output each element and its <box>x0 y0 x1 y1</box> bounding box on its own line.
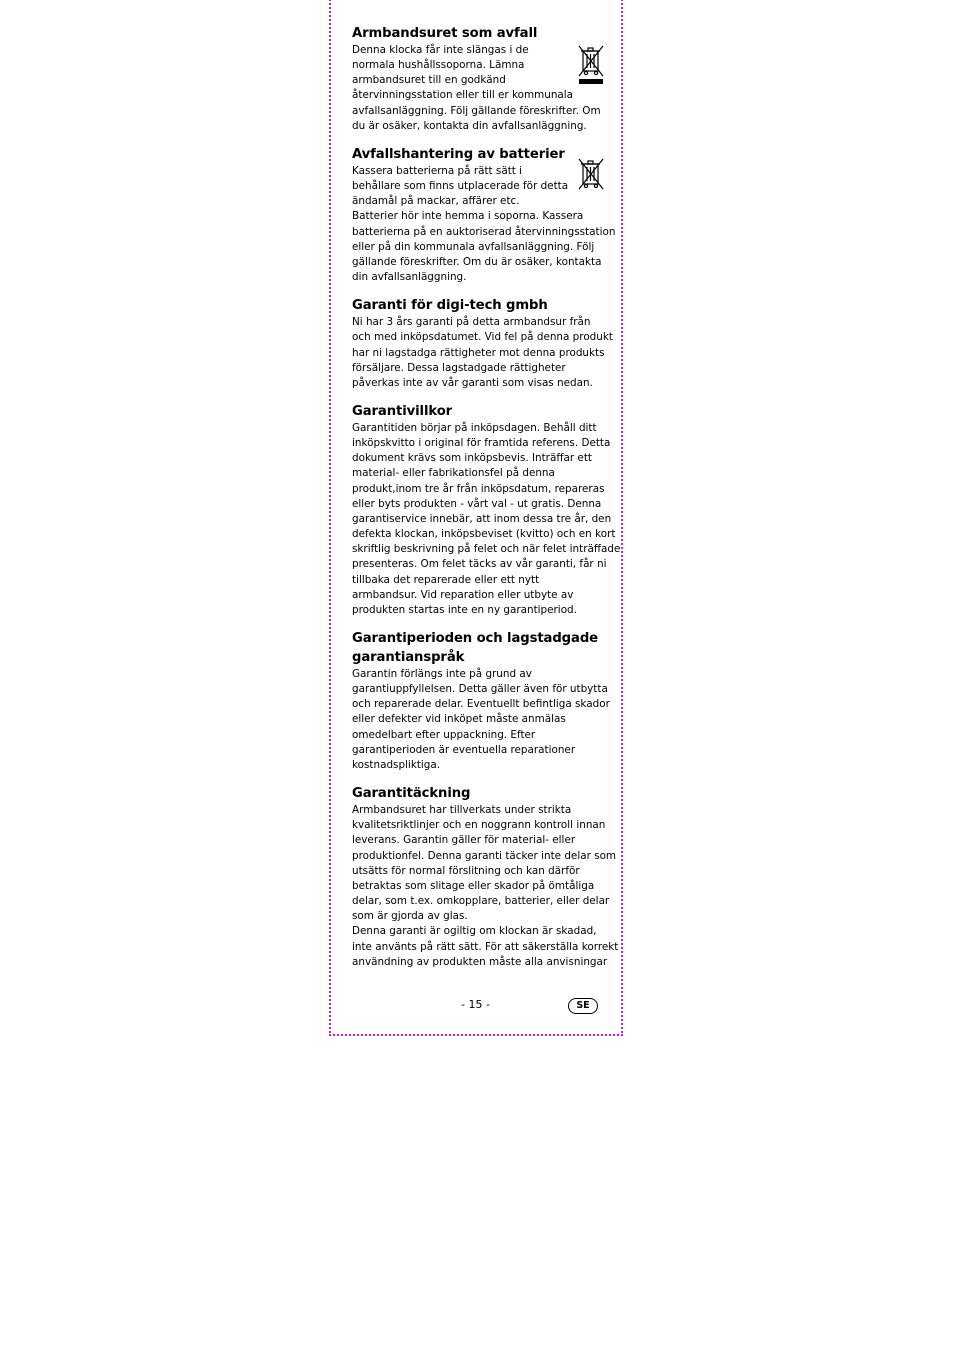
section-guarantee <box>352 296 613 391</box>
crossed-bin-icon <box>576 156 606 190</box>
section-warranty-coverage <box>352 784 619 970</box>
page-number: - 15 - <box>461 998 490 1011</box>
section-body: Denna klocka får inte slängas i de normala hushållssoporna. Lämna armbandsuret till en godkänd återvinningsstation eller till er kommunala avfallsanläggning. Följ gällande föreskrifter. Om du är osäker, kontakta din avfallsanläggning. <box>352 44 601 132</box>
section-body: Ni har 3 års garanti på detta armbandsur från och med inköpsdatumet. Vid fel på denna produkt har ni lagstadga rättigheter mot denna produkts försäljare. Dessa lagstadgade rättigheter påverkas inte av vår garanti som visas nedan. <box>352 316 613 389</box>
section-body: Garantin förlängs inte på grund av garantiuppfyllelsen. Detta gäller även för utbytta och reparerade delar. Eventuellt befintliga skador eller defekter vid inköpet måste anmälas omedelbart efter uppackning. Efter garantiperioden är eventuella reparationer kostnadspliktiga. <box>352 668 610 771</box>
section-heading: Avfallshantering av batterier <box>352 146 565 162</box>
section-warranty-period <box>352 629 610 773</box>
section-heading: Garantivillkor <box>352 403 453 419</box>
document-content <box>352 24 621 981</box>
page-footer <box>352 996 600 1016</box>
section-heading: Garantiperioden och lagstadgade garantianspråk <box>352 631 599 665</box>
section-waste-watch <box>352 24 604 134</box>
section-body: Kassera batterierna på rätt sätt i behållare som finns utplacerade för detta ändamål på mackar, affärer etc. Batterier hör inte hemma i soporna. Kassera batterierna på en auktoriserad återvinningsstation eller på din kommunala avfallsanläggning. Följ gällande föreskrifter. Om du är osäker, kontakta din avfallsanläggning. <box>352 164 616 284</box>
section-heading: Armbandsuret som avfall <box>352 26 538 41</box>
section-warranty-terms <box>352 402 621 618</box>
section-battery-disposal <box>352 145 616 285</box>
language-badge: SE <box>568 998 598 1014</box>
section-heading: Garanti för digi-tech gmbh <box>352 298 548 314</box>
section-body: Armbandsuret har tillverkats under strikta kvalitetsriktlinjer och en noggrann kontroll innan leverans. Garantin gäller för material- eller produktionfel. Denna garanti täcker inte delar som utsätts för normal förslitning och kan därför betraktas som slitage eller skador på ömtåliga delar, som t.ex. omkopplare, batterier, eller delar som är gjorda av glas. Denna garanti är ogiltig om klockan är skadad, inte använts på rätt sätt. För att säkerställa korrekt användning av produkten måste alla anvisningar <box>352 804 619 968</box>
crossed-bin-with-bar-icon <box>576 43 606 85</box>
section-heading: Garantitäckning <box>352 786 471 802</box>
section-body: Garantitiden börjar på inköpsdagen. Behåll ditt inköpskvitto i original för framtida referens. Detta dokument krävs som inköpsbevis. Inträffar ett material- eller fabrikationsfel på denna produkt,inom tre år från inköpsdatum, repareras eller byts produkten - vårt val - ut gratis. Denna garantiservice innebär, att inom dessa tre år, den defekta klockan, inköpsbeviset (kvitto) och en kort skriftlig beskrivning på felet och när felet inträffade presenteras. Om felet täcks av vår garanti, får ni tillbaka det reparerade eller ett nytt armbandsur. Vid reparation eller utbyte av produkten startas inte en ny garantiperiod. <box>352 421 621 616</box>
